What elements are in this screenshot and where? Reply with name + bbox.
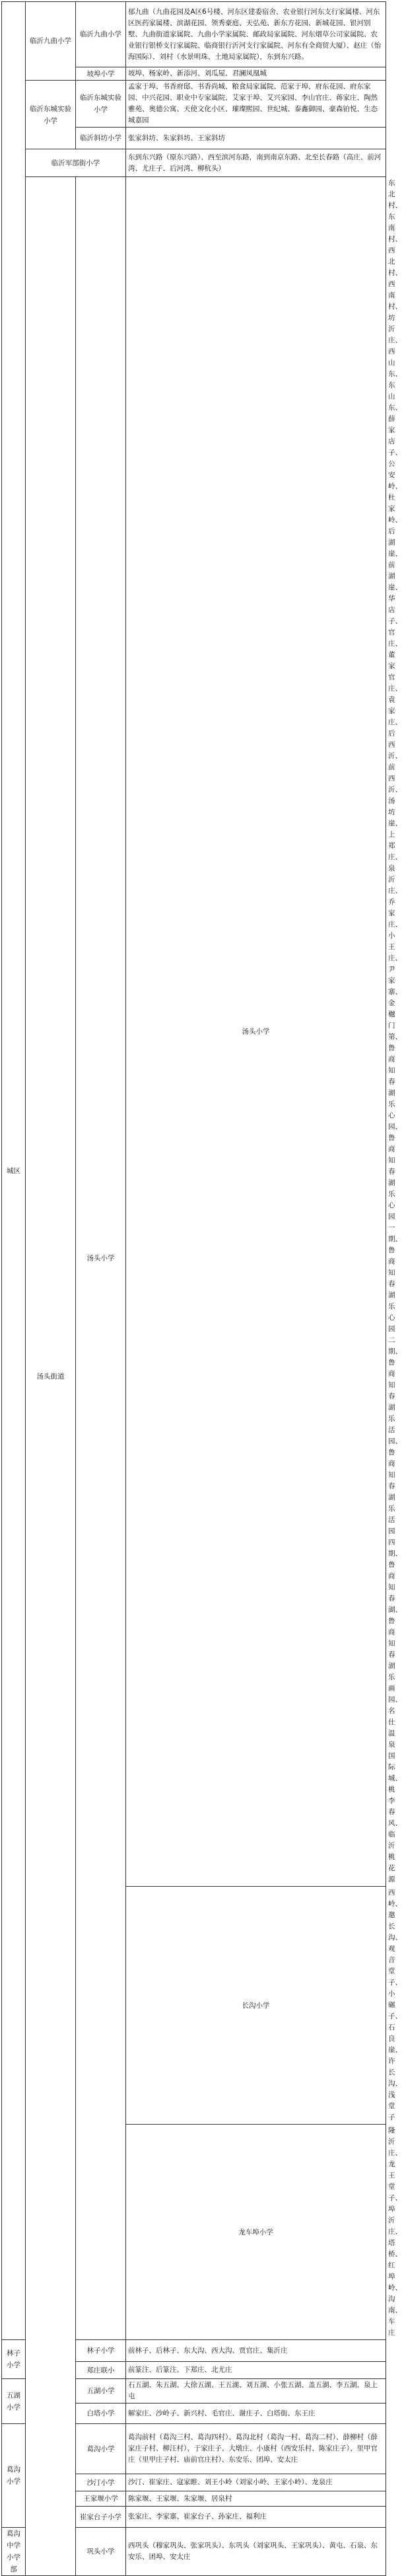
campus-cell: 郑庄联小	[76, 2362, 126, 2379]
district-cell: 城区	[2, 2, 26, 2340]
area-cell: 孟家于埠、书香府邸、书香尚城、粮食局家属院、范家于埠、府东花园、府东家园、中兴花园、职业中专家属院、艾家于埠、艾兴家园、李山官庄、蒋家庄、陶然雅苑、奥德公寓、天使文化小区、璀璨熙园、世纪城、泰鑫御园、豪森铂悦、生态城嘉园	[126, 81, 386, 128]
campus-cell: 葛沟小学	[76, 2424, 126, 2474]
table-row: 龙车埠小学 隆沂庄、龙王堂子、埠沂庄、塔桥、红埠岭、沟南、车庄	[2, 2125, 386, 2340]
table-row	[2, 149, 386, 177]
area-cell: 沙汀、崔家庄、寇家睢、刘王小岭（刘家小岭、王家小岭）、龙泉庄	[126, 2474, 386, 2491]
campus-cell: 长沟小学	[126, 1887, 386, 2125]
campus-cell: 临沂九曲小学	[76, 2, 126, 67]
campus-cell: 坡埠小学	[76, 67, 126, 81]
school-cell: 汤头小学	[76, 177, 126, 2340]
area-cell: 郁九曲（九曲花园及A区6号楼、河东区建委宿舍、农业银行河东支行家属楼、河东区医药家属楼、滨湖花园、领秀豪庭、天弘苑、新东方花园、新城花园、银河别墅、九曲街道家属院、九曲小学家属院、邮政局家属院、河东烟草公司家属院、农业银行银桥支行家属院、临商银行沂河支行家属院、河东有全商贸大厦）、赵庄（怡海国际）、刘村（水景明珠、土地局家属院），东到东兴路。	[126, 2, 386, 67]
area-cell: 张家庄、李家寨、崔家台子、孙家庄、福利庄	[126, 2507, 386, 2528]
school-cell: 葛沟小学	[2, 2424, 26, 2528]
district-cell: 汤头街道	[26, 177, 76, 2576]
area-cell: 葛沟前村（葛沟三村、葛沟四村）、葛沟北村（葛沟一村、葛沟二村）、薛柳村（薛家庄子村、柳汪村）、于家庄子、大墩庄、小康村（西安乐村、陈家庄子）、里甲官庄（里甲庄子村、庙前官庄村）、东安乐、团埠、安太庄	[126, 2424, 386, 2474]
area-cell: 张家斜坊、朱家斜坊、王家斜坊	[126, 128, 386, 149]
campus-cell: 龙车埠小学	[126, 2125, 386, 2340]
campus-cell: 王家堰小学	[76, 2491, 126, 2507]
area-cell: 解家庄、沙岭子、新兴村、毛官庄、谢庄子、白塔街、东王庄	[126, 2404, 386, 2424]
campus-cell: 崔家台子小学	[76, 2507, 126, 2528]
campus-cell: 巩头小学	[76, 2528, 126, 2576]
table-body	[2, 2, 402, 2576]
campus-cell: 临沂斜坊小学	[76, 128, 126, 149]
area-cell: 前篆注、后篆注、下郑庄、北尤庄	[126, 2362, 386, 2379]
school-cell: 临沂东城实验小学	[26, 81, 76, 149]
table-row	[2, 2, 386, 67]
school-cell: 葛沟中学小学部	[2, 2528, 26, 2576]
school-cell: 临沂九曲小学	[26, 2, 76, 81]
area-cell: 前林子、后林子、东大沟、西大沟、贾官庄、集沂庄	[126, 2340, 386, 2362]
table-row: 长沟小学 西岭、邀长沟、观音堂子、小碾子、石良崖、许长沟、浅堂子	[2, 1887, 386, 2125]
school-cell: 林子小学	[2, 2340, 26, 2379]
area-cell: 东到东兴路（原东兴路）、西至滨河东路，南到南京东路、北至长春路（高庄、前河湾、尤庄子、后河湾、柳杭头）	[126, 149, 386, 177]
table-row: 汤头街道 汤头小学 汤头小学 东北村、东南村、西北村、西南村、坊沂庄、西山东、东山东、薛家店子、公安岭、杜家岭、后湖崖、前湖崖、华店子、官庄、董家官庄、袁家庄、后西沂、前西沂、汤坊崖、上郑庄、泉沂庄、乔家庄、小王庄、尹家寨、金樾门第、鲁商知春湖乐心园、鲁商知春湖乐心园一期、鲁商知春湖乐心园二期、鲁商知春湖乐活园、鲁商知春湖乐活园四期、鲁商知春湖、鲁商知春湖乐画园、名仕温泉国际城、桃李春风、临沂桃花源	[2, 177, 386, 1887]
campus-cell: 五湖小学	[76, 2379, 126, 2404]
area-cell: 陈家堰、王家堰、朱家堰、居泉村	[126, 2491, 386, 2507]
campus-cell: 汤头小学	[126, 177, 386, 1887]
campus-cell: 白塔小学	[76, 2404, 126, 2424]
area-cell: 坡埠、杨家岭、新添河、刘瓜屋、君澜凤凰城	[126, 67, 386, 81]
campus-cell: 林子小学	[76, 2340, 126, 2362]
table-row	[2, 81, 386, 128]
campus-cell: 临沂东城实验小学	[76, 81, 126, 128]
campus-cell: 沙汀小学	[76, 2474, 126, 2491]
school-district-table	[1, 1, 402, 2576]
school-cell: 五湖小学	[2, 2379, 26, 2424]
area-cell: 石五湖、朱五湖、大徐五湖、王五湖、刘五湖、小张五湖、盖五湖、李五湖、泉上屯	[126, 2379, 386, 2404]
area-cell: 西巩头（穆家巩头、张家巩头）、东巩头（刘家巩头、王家巩头）、黄屯、石泉、东安乐、团埠、安太庄	[126, 2528, 386, 2576]
school-cell: 临沂军部街小学	[26, 149, 126, 177]
